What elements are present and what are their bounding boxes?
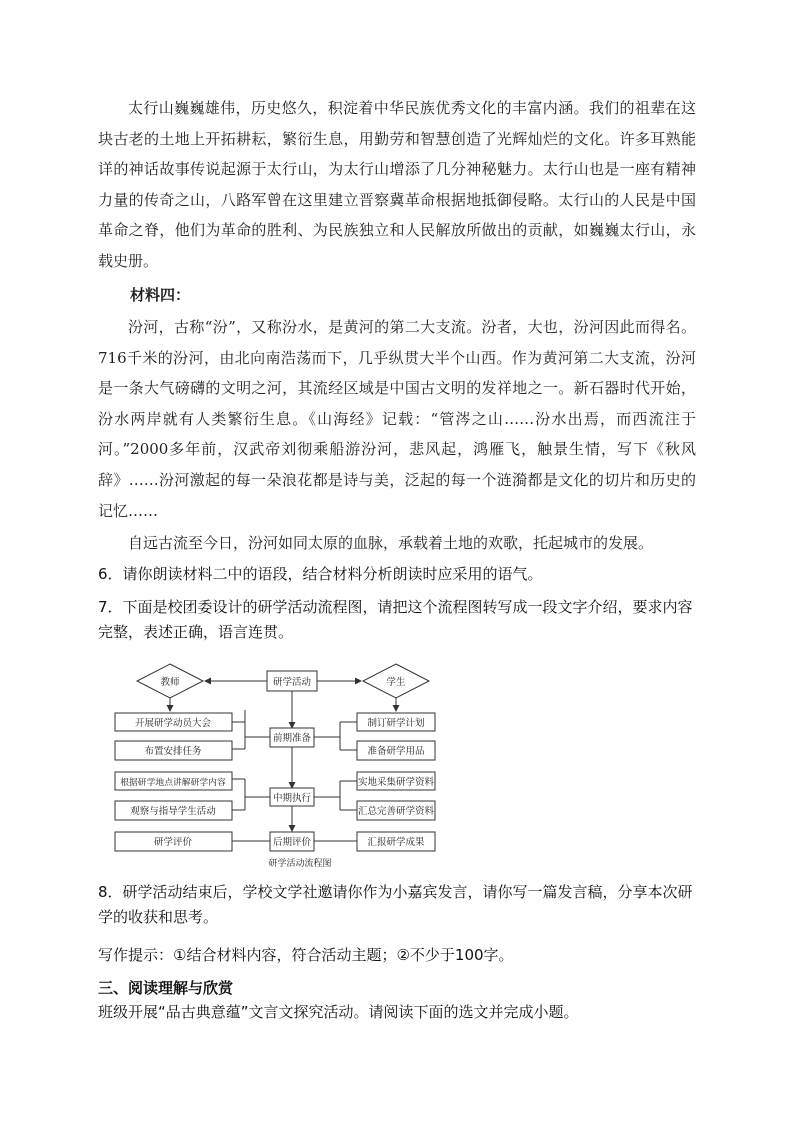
material4-paragraph-1: 汾河，古称“汾”，又称汾水，是黄河的第二大支流。汾者，大也，汾河因此而得名。716千米的汾河，由北向南浩荡而下，几乎纵贯大半个山西。作为黄河第二大支流，汾河是一条大气磅礴的文明之河，其流经区域是中国古文明的发祥地之一。新石器时代开始，汾水两岸就有人类繁衍生息。《山海经》记载：“管涔之山……汾水出焉，而西流注于河。”2000多年前，汉武帝刘彻乘船游汾河，悲风起，鸿雁飞，触景生情，写下《秋风辞》……汾河激起的每一朵浪花都是诗与美，泛起的每一个涟漪都是文化的切片和历史的记忆…… <box>98 318 696 520</box>
right-label-1: 制订研学计划 <box>367 718 425 729</box>
material4-paragraph-2: 自远古流至今日，汾河如同太原的血脉，承载着土地的欢歌，托起城市的发展。 <box>128 534 654 552</box>
right-label-3: 实地采集研学资料 <box>357 777 435 788</box>
teacher-label: 教师 <box>160 677 180 688</box>
left-label-3: 根据研学地点讲解研学内容 <box>120 778 226 788</box>
question-8-hint: 写作提示：①结合材料内容，符合活动主题；②不少于100字。 <box>98 946 514 964</box>
right-label-5: 汇报研学成果 <box>367 837 425 848</box>
section-3-title: 三、阅读理解与欣赏 <box>98 979 234 997</box>
right-label-4: 汇总完善研学资料 <box>357 806 435 817</box>
question-7: 7．下面是校团委设计的研学活动流程图，请把这个流程图转写成一段文字介绍，要求内容完整，表述正确，语言连贯。 <box>98 598 693 641</box>
material4-heading: 材料四： <box>130 286 191 304</box>
left-label-2: 布置安排任务 <box>144 746 202 757</box>
late-label: 后期评价 <box>272 837 312 848</box>
left-label-4: 观察与指导学生活动 <box>130 806 216 817</box>
prep-label: 前期准备 <box>272 733 312 744</box>
section-3-intro: 班级开展“品古典意蕴”文言文探究活动。请阅读下面的选文并完成小题。 <box>98 1003 579 1021</box>
activity-label: 研学活动 <box>272 677 312 688</box>
flowchart-caption: 研学活动流程图 <box>268 859 332 869</box>
material3-paragraph: 太行山巍巍雄伟，历史悠久，积淀着中华民族优秀文化的丰富内涵。我们的祖辈在这块古老的土地上开拓耕耘，繁衍生息，用勤劳和智慧创造了光辉灿烂的文化。许多耳熟能详的神话故事传说起源于太行山，为太行山增添了几分神秘魅力。太行山也是一座有精神力量的传奇之山，八路军曾在这里建立晋察冀革命根据地抵御侵略。太行山的人民是中国革命之脊，他们为革命的胜利、为民族独立和人民解放所做出的贡献，如巍巍太行山，永载史册。 <box>98 99 696 270</box>
left-label-1: 开展研学动员大会 <box>134 718 212 729</box>
student-label: 学生 <box>386 677 406 688</box>
flowchart <box>0 655 794 875</box>
mid-label: 中期执行 <box>272 793 312 804</box>
question-6: 6．请你朗读材料二中的语段，结合材料分析朗读时应采用的语气。 <box>98 565 543 583</box>
left-label-5: 研学评价 <box>153 837 193 848</box>
right-label-2: 准备研学用品 <box>367 746 425 757</box>
question-8: 8．研学活动结束后，学校文学社邀请你作为小嘉宾发言，请你写一篇发言稿，分享本次研学的收获和思考。 <box>98 883 693 926</box>
